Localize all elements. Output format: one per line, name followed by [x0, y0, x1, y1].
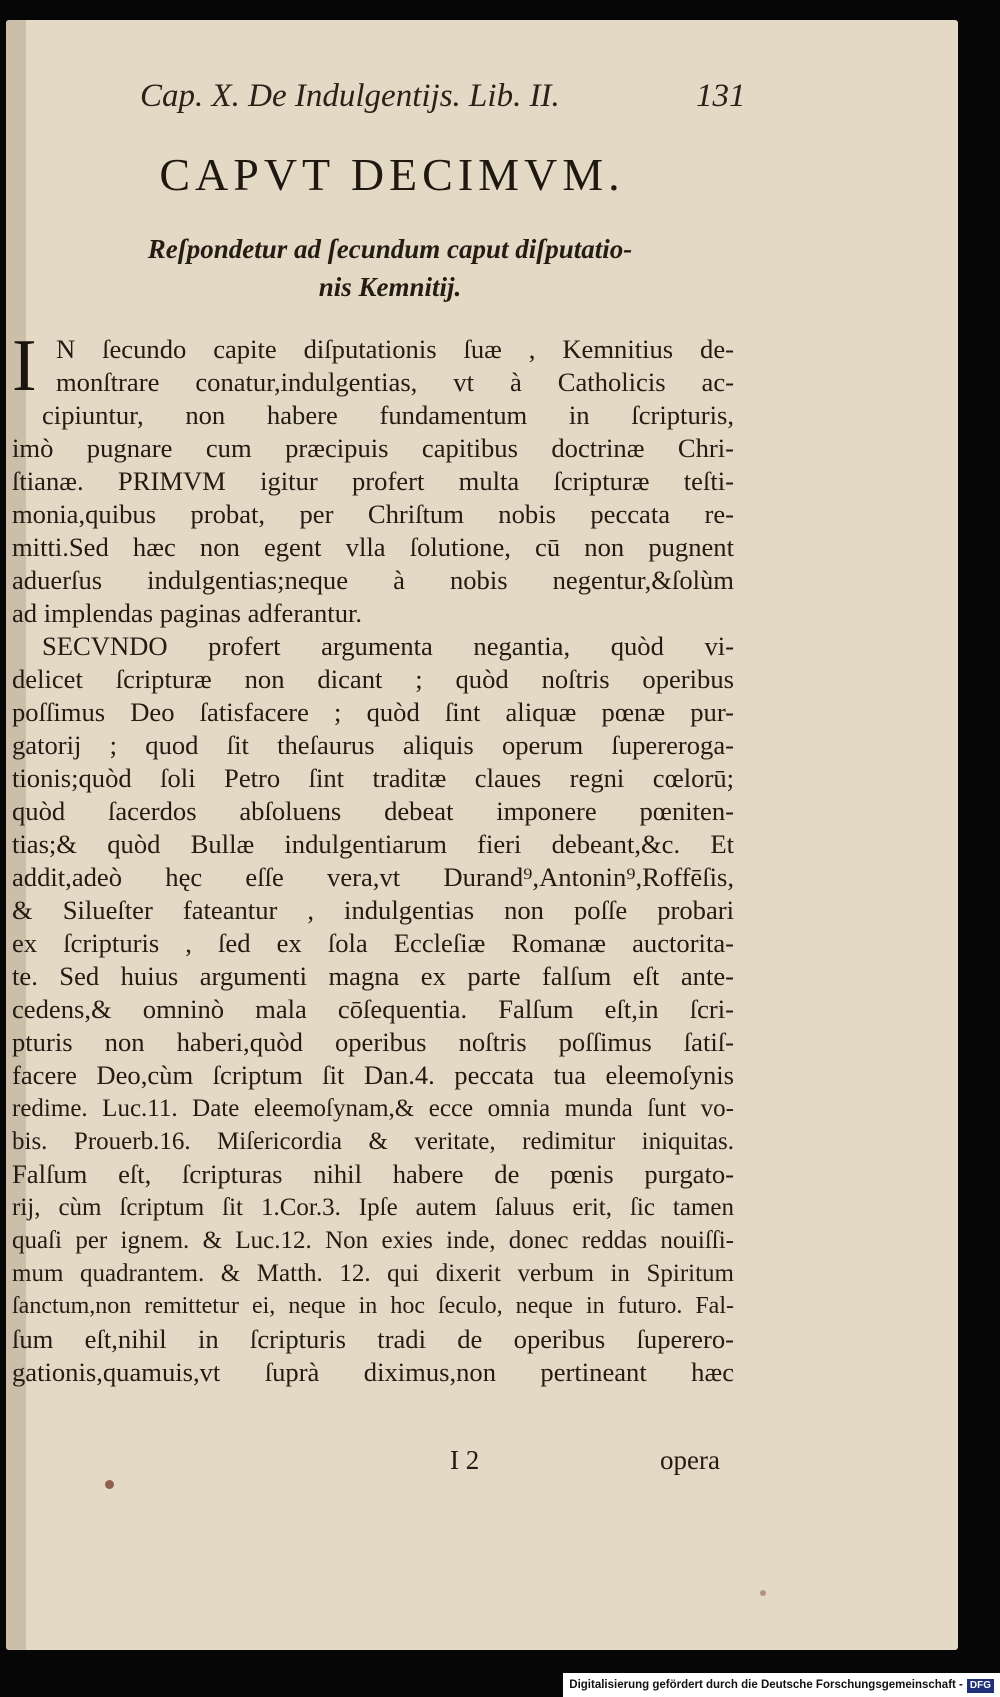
- page-number: 131: [696, 78, 746, 114]
- ink-spot: [760, 1590, 766, 1596]
- running-head: Cap. X. De Indulgentijs. Lib. II.: [140, 78, 560, 114]
- catchword: opera: [660, 1445, 720, 1475]
- text-line: tias;& quòd Bullæ indulgentiarum fieri debeant,&c. Et: [12, 829, 734, 859]
- text-line: cedens,& omninò mala cōſequentia. Falſum eſt,in ſcri-: [12, 994, 734, 1024]
- subtitle-line: nis Kemnitij.: [318, 272, 462, 302]
- text-line: mum quadrantem. & Matth. 12. qui dixerit verbum in Spiritum: [12, 1260, 734, 1287]
- text-line: ſum eſt,nihil in ſcripturis tradi de operibus ſuperero-: [12, 1324, 734, 1354]
- ink-spot: [105, 1480, 114, 1489]
- body-text: [12, 325, 734, 1389]
- text-line: tionis;quòd ſoli Petro ſint traditæ claues regni cœlorū;: [12, 763, 734, 793]
- text-line: te. Sed huius argumenti magna ex parte falſum eſt ante-: [12, 961, 734, 991]
- text-line: imò pugnare cum præcipuis capitibus doctrinæ Chri-: [12, 433, 734, 463]
- text-line: & Silueſter fateantur , indulgentias non poſſe probari: [12, 895, 734, 925]
- signature-mark: I 2: [450, 1445, 480, 1475]
- text-line: gationis,quamuis,vt ſuprà diximus,non pertineant hæc: [12, 1357, 734, 1387]
- text-line: monſtrare conatur,indulgentias, vt à Catholicis ac-: [56, 367, 734, 397]
- text-line: monia,quibus probat, per Chriſtum nobis peccata re-: [12, 499, 734, 529]
- subtitle-line: Reſpondetur ad ſecundum caput diſputatio-: [147, 234, 633, 264]
- text-line: quòd ſacerdos abſoluens debeat imponere pœniten-: [12, 796, 734, 826]
- text-line: gatorij ; quod ſit theſaurus aliquis operum ſupereroga-: [12, 730, 734, 760]
- credit-text: Digitalisierung gefördert durch die Deutsche Forschungsgemeinschaft -: [569, 1679, 963, 1691]
- text-line: cipiuntur, non habere fundamentum in ſcripturis,: [42, 400, 734, 430]
- text-line: bis. Prouerb.16. Miſericordia & veritate, redimitur iniquitas.: [12, 1128, 734, 1155]
- text-line: ad implendas paginas adferantur.: [12, 598, 363, 628]
- text-line: pturis non haberi,quòd operibus noſtris poſſimus ſatiſ-: [12, 1027, 734, 1057]
- text-line: quaſi per ignem. & Luc.12. Non exies inde, donec reddas nouiſſi-: [12, 1227, 734, 1254]
- chapter-title: CAPVT DECIMVM.: [159, 149, 625, 200]
- digitization-credit: [563, 1673, 1000, 1697]
- text-line: ſtianæ. PRIMVM igitur profert multa ſcripturæ teſti-: [12, 466, 734, 496]
- text-line: Falſum eſt, ſcripturas nihil habere de pœnis purgato-: [12, 1159, 734, 1189]
- text-line: redime. Luc.11. Date eleemoſynam,& ecce omnia munda ſunt vo-: [12, 1095, 734, 1122]
- text-line: ſanctum,non remittetur ei, neque in hoc ſeculo, neque in futuro. Fal-: [12, 1293, 734, 1319]
- text-line: rij, cùm ſcriptum ſit 1.Cor.3. Ipſe autem ſaluus erit, ſic tamen: [12, 1194, 734, 1221]
- text-line: addit,adeò hęc eſſe vera,vt Durand⁹,Antonin⁹,Roffēſis,: [12, 862, 734, 892]
- text-line: delicet ſcripturæ non dicant ; quòd noſtris operibus: [12, 664, 734, 694]
- text-line: mitti.Sed hæc non egent vlla ſolutione, cū non pugnent: [12, 532, 734, 562]
- text-line: poſſimus Deo ſatisfacere ; quòd ſint aliquæ pœnæ pur-: [12, 697, 734, 727]
- dfg-logo-icon: DFG: [967, 1679, 994, 1693]
- text-line: ex ſcripturis , ſed ex ſola Eccleſiæ Romanæ auctorita-: [12, 928, 734, 958]
- text-line: N ſecundo capite diſputationis ſuæ , Kemnitius de-: [56, 334, 734, 364]
- text-line: facere Deo,cùm ſcriptum ſit Dan.4. peccata tua eleemoſynis: [12, 1060, 734, 1090]
- text-line: aduerſus indulgentias;neque à nobis negentur,&ſolùm: [12, 565, 734, 595]
- text-line: SECVNDO profert argumenta negantia, quòd vi-: [42, 631, 734, 661]
- chapter-subtitle: [100, 230, 680, 306]
- drop-cap: I: [12, 325, 37, 407]
